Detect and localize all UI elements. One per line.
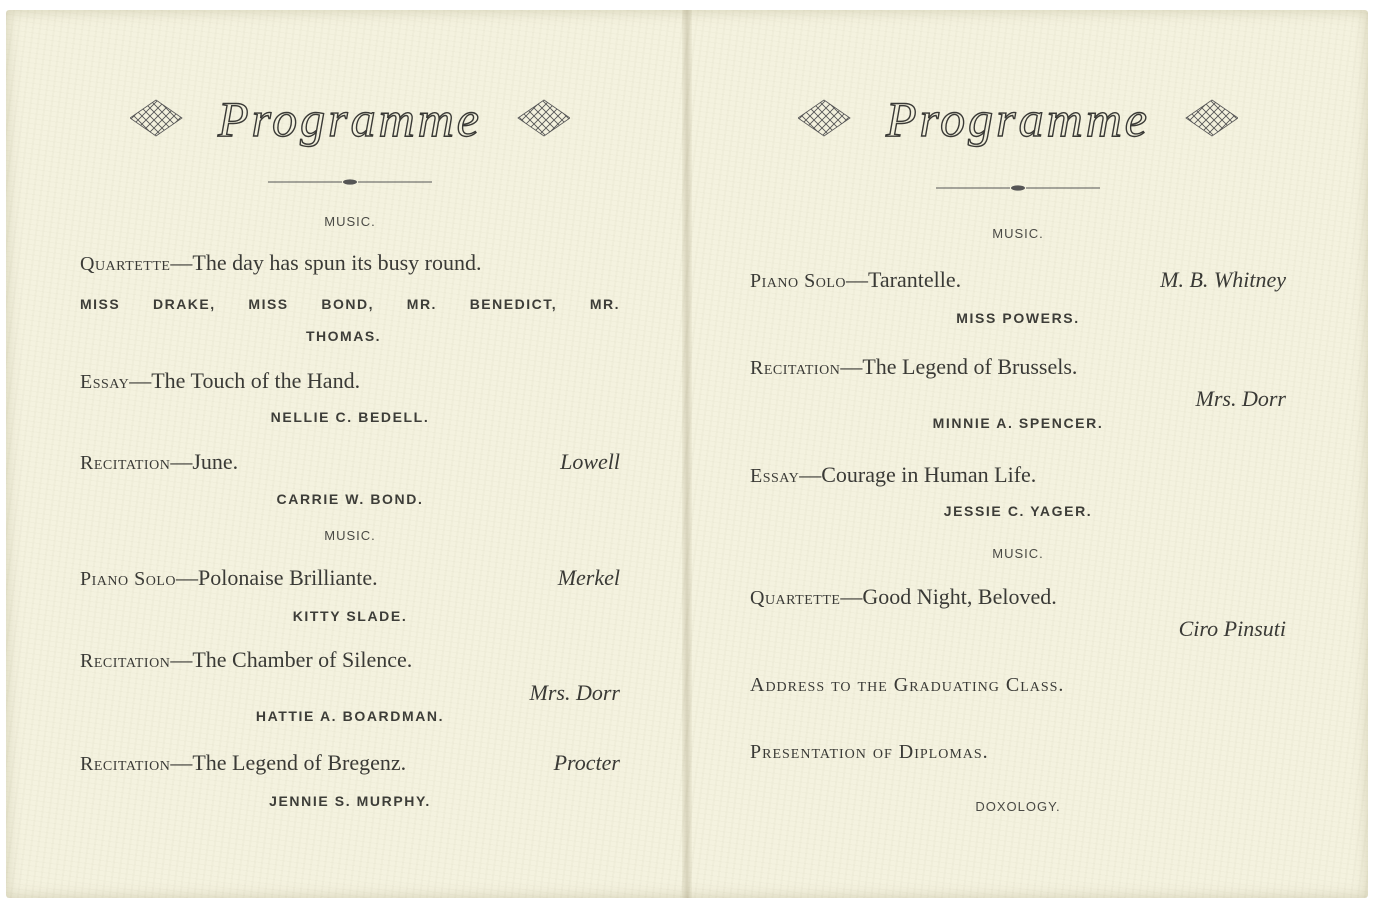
performer-name: MINNIE A. SPENCER.: [932, 415, 1104, 431]
item-title: —Courage in Human Life.: [799, 462, 1037, 487]
item-title: —The Legend of Bregenz.: [170, 750, 407, 775]
performer-name: NELLIE C. BEDELL.: [270, 409, 430, 425]
programme-title: Programme: [217, 91, 483, 147]
item-author: Merkel: [557, 565, 620, 590]
item-title: —Good Night, Beloved.: [840, 584, 1057, 609]
item-title: —The Touch of the Hand.: [129, 368, 361, 393]
doxology-heading: DOXOLOGY.: [975, 799, 1061, 814]
center-fold: [682, 10, 692, 898]
performer-name: MR. BENEDICT,: [406, 296, 558, 312]
item-type: Recitation: [750, 357, 841, 379]
item-type: Quartette: [750, 587, 841, 609]
performer-name: HATTIE A. BOARDMAN.: [255, 708, 445, 724]
performer-name: MR.: [589, 296, 621, 312]
performer-name: JENNIE S. MURPHY.: [269, 793, 431, 809]
item-author: Lowell: [560, 449, 620, 474]
performer-name: MISS BOND,: [248, 296, 375, 312]
item-type: Piano Solo: [750, 270, 847, 292]
item-author: Mrs. Dorr: [1195, 386, 1286, 411]
programme-title: Programme: [885, 91, 1151, 147]
item-type: Essay: [80, 371, 130, 393]
item-type: Recitation: [80, 650, 171, 672]
lattice-ornament-left: [130, 100, 182, 136]
item-title: —The day has spun its busy round.: [170, 250, 482, 275]
performer-name: MISS POWERS.: [956, 310, 1080, 326]
lattice-ornament-right: [518, 100, 570, 136]
programme-item-quartette: [80, 250, 620, 276]
programme-item-recitation: [750, 354, 1286, 380]
left-header: [80, 88, 620, 198]
programme-item-quartette: [750, 584, 1286, 610]
item-type: Piano Solo: [80, 568, 177, 590]
programme-item-recitation: [80, 647, 620, 673]
performer-name: JESSIE C. YAGER.: [943, 503, 1093, 519]
programme-item-address: Address to the Graduating Class.: [750, 674, 1065, 696]
music-heading: MUSIC.: [992, 546, 1044, 561]
lattice-ornament-right: [1186, 100, 1238, 136]
item-author: Ciro Pinsuti: [1178, 616, 1286, 641]
programme-item-recitation: [80, 750, 620, 776]
item-title: —June.: [170, 449, 239, 474]
performer-name: CARRIE W. BOND.: [276, 491, 424, 507]
item-title: —Tarantelle.: [846, 267, 962, 292]
right-header: [750, 88, 1286, 198]
programme-item-diplomas: Presentation of Diplomas.: [750, 741, 989, 763]
item-title: —The Legend of Brussels.: [840, 354, 1078, 379]
music-heading: MUSIC.: [324, 214, 376, 229]
performer-names-line: [80, 296, 620, 312]
item-type: Quartette: [80, 253, 171, 275]
item-type: Recitation: [80, 452, 171, 474]
item-author: M. B. Whitney: [1160, 267, 1286, 292]
item-title: —Polonaise Brilliante.: [176, 565, 378, 590]
right-title-ornament: [798, 88, 1238, 198]
programme-item-piano-solo: [80, 565, 620, 591]
programme-item-essay: [750, 462, 1286, 488]
music-heading: MUSIC.: [992, 226, 1044, 241]
divider-ornament: [1011, 185, 1025, 190]
item-author: Procter: [553, 750, 620, 775]
item-type: Essay: [750, 465, 800, 487]
lattice-ornament-left: [798, 100, 850, 136]
divider-ornament: [343, 179, 357, 184]
programme-item-piano-solo: [750, 267, 1286, 293]
music-heading: MUSIC.: [324, 528, 376, 543]
programme-item-recitation: [80, 449, 620, 475]
item-author: Mrs. Dorr: [529, 680, 620, 705]
left-title-ornament: [130, 88, 570, 198]
item-title: —The Chamber of Silence.: [170, 647, 413, 672]
performer-name: MISS DRAKE,: [80, 296, 216, 312]
performer-name: KITTY SLADE.: [292, 608, 408, 624]
item-type: Recitation: [80, 753, 171, 775]
performer-name-continued: THOMAS.: [306, 328, 382, 344]
programme-item-essay: [80, 368, 620, 394]
